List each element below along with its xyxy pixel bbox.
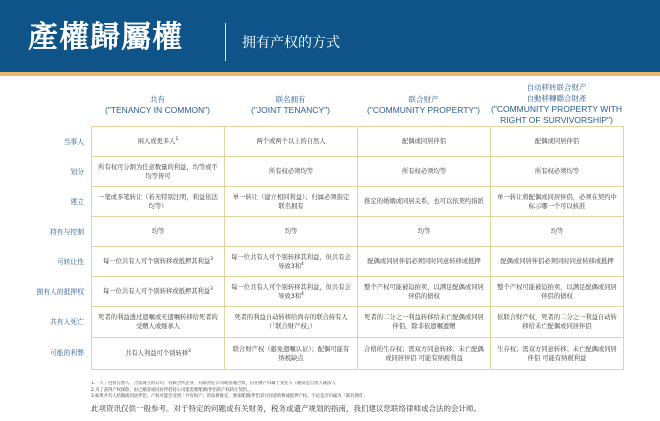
column-header-zh: 自动移转联合财产 xyxy=(526,83,587,92)
table-cell: 每一位共有人可个别转移或抵押其利益$^3$ xyxy=(92,247,225,277)
column-header-joint-tenancy xyxy=(224,94,357,116)
disclaimer: 此项资讯仅供一般参考。对于特定的问题或有关财务，税务或遗产规划的指南，我们建议您联络律师或合法的会计师。 xyxy=(91,404,481,413)
table-cell: 所有权必须均等 xyxy=(358,157,491,187)
table-cell: 每一位共有人可个别转移其利益，但共有会导致3和$^4$ xyxy=(225,277,358,307)
column-header-en: ("TENANCY IN COMMON") xyxy=(104,105,211,115)
footnote: 2.为了获得产权保险，由已婚者或同居伴侣持公司能需要配偶/伴侣的产权转让契约。。 xyxy=(91,387,254,393)
table-cell: 所有权必须均等 xyxy=(491,157,624,187)
table-cell: 推定的婚姻或同居关系，也可以依契约指派 xyxy=(358,187,491,217)
table-cell: 合格的生存权；需双方同意转移；未亡配偶或同居伴侣 可能有纳税利益 xyxy=(358,338,491,370)
column-header-community-property xyxy=(357,94,490,116)
row-label: 可转让性 xyxy=(56,258,84,266)
table-row xyxy=(92,338,624,370)
table-cell: 所有权可分割为任意数量的利益，均等或不均等皆可 xyxy=(92,157,225,187)
table-row xyxy=(92,307,624,338)
column-header-zh: 联名拥有 xyxy=(275,95,306,104)
table-cell: 所有权必须均等 xyxy=(225,157,358,187)
table-cell: 兩人或更多人$^1$ xyxy=(92,127,225,157)
table-cell: 配偶或同居伴侣必须同时同意转移或抵押 xyxy=(358,247,491,277)
table-cell: 两个或两个以上的自然人 xyxy=(225,127,358,157)
table-cell: 整个产权可能被迫拍卖，以满足配偶或同居伴侣的债权 xyxy=(491,277,624,307)
column-header-en: ("COMMUNITY PROPERTY") xyxy=(367,105,480,115)
column-header-en: ("COMMUNITY PROPERTY WITH xyxy=(491,104,622,114)
table-cell: 整个产权可能被迫拍卖，以满足配偶或同居伴侣的债权 xyxy=(358,277,491,307)
table-cell: 配偶或同居伴侣 xyxy=(491,127,624,157)
footnote: 3.如果共有人结婚或同居伴侣，产权可能会受到「共有财产」的法律推定，要求配偶/伴侣双方同意转移或抵押产权，不论是否归属为「联名拥有」 xyxy=(91,394,368,400)
table-cell: 配偶或同居伴侣 xyxy=(358,127,491,157)
row-label: 划分 xyxy=(70,168,84,176)
page-title: 產權歸屬權 xyxy=(28,20,183,55)
table-cell: 死者的利益自动转移给尚存的联合持有人（「联合财产权」） xyxy=(225,307,358,338)
column-header-community-property-survivorship xyxy=(490,82,623,126)
row-label: 共有人死亡 xyxy=(50,318,84,326)
table-cell: 单一转让（建立相同利益）；归属必须指定联名拥有 xyxy=(225,187,358,217)
table-cell: 共有人利益可个别转移$^3$ xyxy=(92,338,225,370)
table-cell: 每一位共有人可个别转移或抵押其利益$^3$ xyxy=(92,277,225,307)
table-cell: 均等 xyxy=(358,217,491,247)
footnote: 1.「人」包括自然人、合法成立的公司、有限合伙企业、有限责任公司或普通合伙。信托财产归属于受托人（通常是自然人或法人 xyxy=(91,381,336,386)
column-header-zh-traditional: 自動移轉聯合財產 xyxy=(526,94,587,103)
table-cell: 联合财产权（避免遗嘱认证）；配偶可能有纳税缺点 xyxy=(225,338,358,370)
row-label: 建立 xyxy=(70,198,84,206)
table-cell: 死者的二分之一利益转移给未亡配偶或同居伴侣，除非依遗嘱遗赠 xyxy=(358,307,491,338)
table-cell: 生存权；需双方同意转移；未亡配偶或同居伴侣 可能有纳税利益 xyxy=(491,338,624,370)
table-cell: 一笔或多笔转让（若无特别注明，利益依法均等） xyxy=(92,187,225,217)
column-header-tenancy-in-common xyxy=(91,94,224,116)
table-cell: 每一位共有人可个别转移其利益，但共有会导致3和$^4$ xyxy=(225,247,358,277)
table-row xyxy=(92,247,624,277)
table-cell: 死者的利益透过遗嘱或无遗嘱转移给死者的受赠人或继承人 xyxy=(92,307,225,338)
table-row xyxy=(92,127,624,157)
table-row xyxy=(92,217,624,247)
column-header-en-line2: RIGHT OF SURVIVORSHIP") xyxy=(500,115,613,125)
footnotes xyxy=(91,381,651,401)
column-header-zh: 共有 xyxy=(150,95,165,104)
ownership-comparison-table xyxy=(91,126,624,370)
table-row xyxy=(92,277,624,307)
table-cell: 配偶或同居伴侣必须同时同意转移或抵押 xyxy=(491,247,624,277)
row-label: 当事人 xyxy=(63,138,84,146)
table-cell: 均等 xyxy=(92,217,225,247)
table-row xyxy=(92,187,624,217)
row-label: 拥有人的抵押权 xyxy=(36,288,84,296)
header-stripe xyxy=(0,72,660,76)
column-header-en: ("JOINT TENANCY") xyxy=(251,105,330,115)
title-divider xyxy=(225,23,226,61)
table-cell: 单一转让将配偶或同居伴侣，必须在契约中标示哪一个可以核准 xyxy=(491,187,624,217)
column-header-zh: 联合财产 xyxy=(408,95,439,104)
row-label: 持有与控制 xyxy=(50,228,84,236)
table-cell: 依联合财产权，死者的二分之一利益自动转移给未亡配偶或同居伴侣 xyxy=(491,307,624,338)
table-cell: 均等 xyxy=(491,217,624,247)
row-label: 可能的利弊 xyxy=(50,349,84,357)
table-row xyxy=(92,157,624,187)
table-cell: 均等 xyxy=(225,217,358,247)
page-subtitle: 拥有产权的方式 xyxy=(242,35,340,51)
